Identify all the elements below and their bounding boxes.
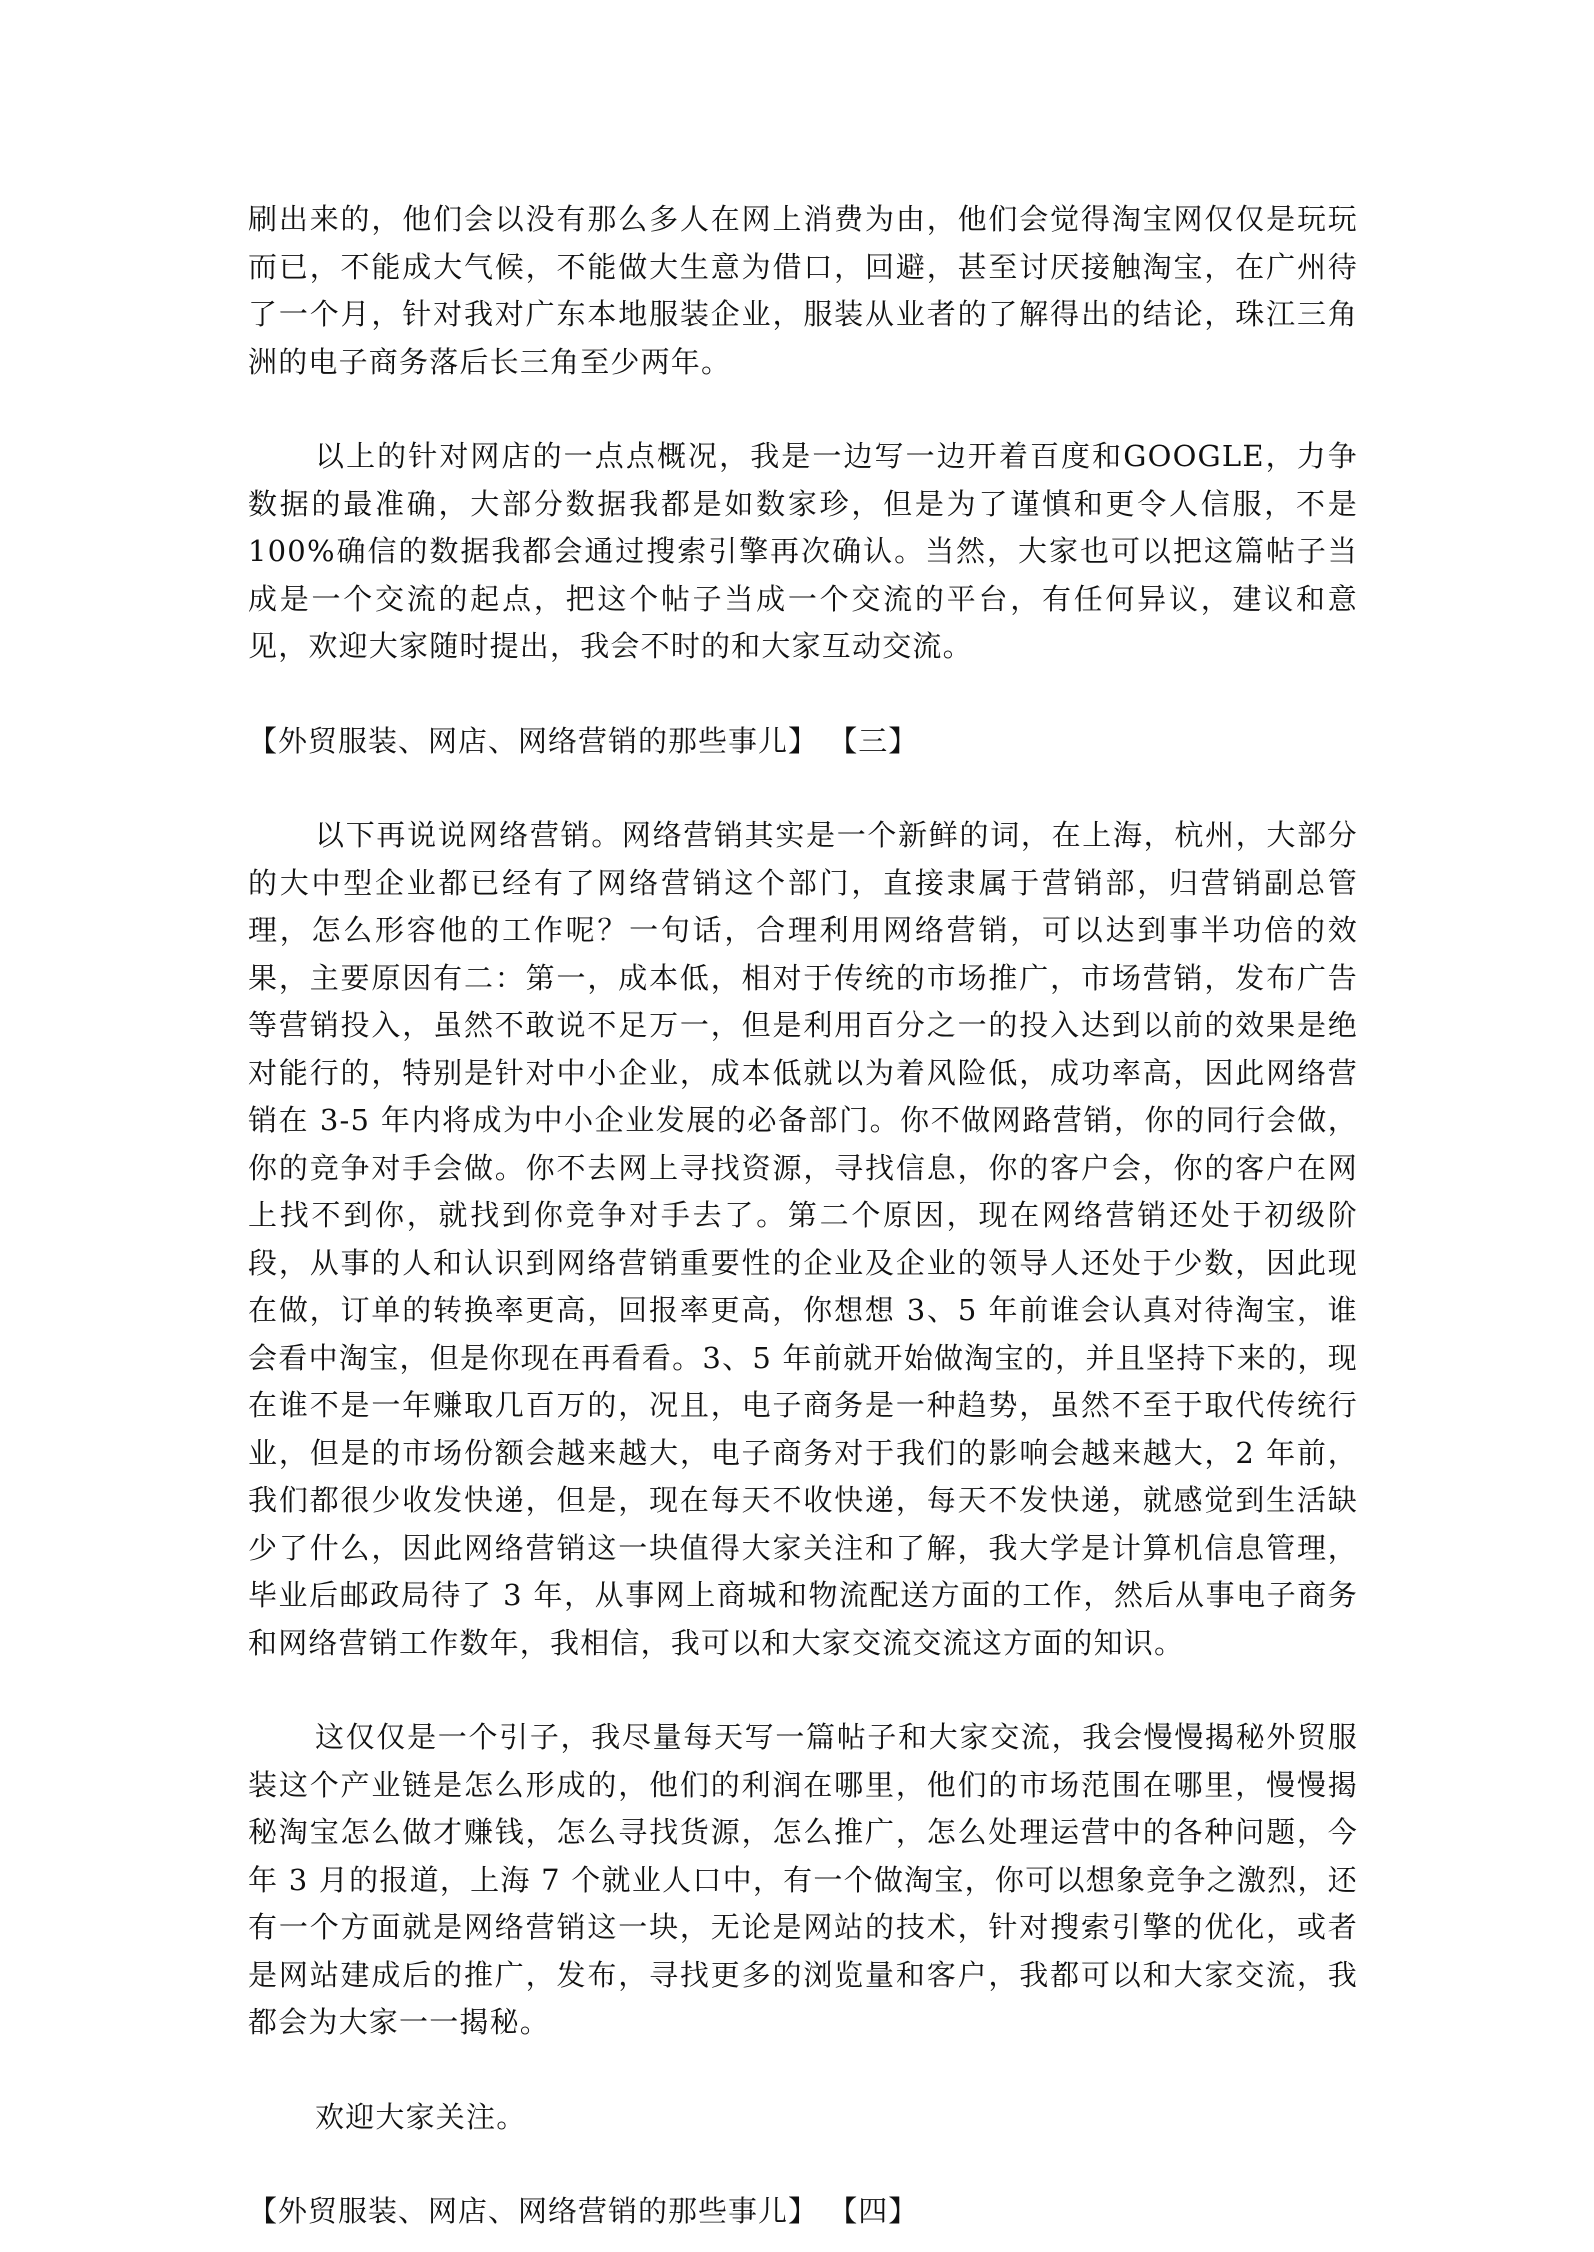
section-heading-three: 【外贸服装、网店、网络营销的那些事儿】 【三】 <box>248 723 919 758</box>
paragraph-introduction: 这仅仅是一个引子，我尽量每天写一篇帖子和大家交流，我会慢慢揭秘外贸服装这个产业链是怎么形成的，他们的利润在哪里，他们的市场范围在哪里，慢慢揭秘淘宝怎么做才赚钱，怎么寻找货源，怎么推广，怎么处理运营中的各种问题，今年 3 月的报道，上海 7 个就业人口中，有一个做淘宝，你可以想象竞争之激烈，还有一个方面就是网络营销这一块，无论是网站的技术，针对搜索引擎的优化，或者是网站建成后的推广，发布，寻找更多的浏览量和客户，我都可以和大家交流，我都会为大家一一揭秘。 <box>248 1720 1358 2039</box>
paragraph-network-marketing: 以下再说说网络营销。网络营销其实是一个新鲜的词，在上海，杭州，大部分的大中型企业都已经有了网络营销这个部门，直接隶属于营销部，归营销副总管理，怎么形容他的工作呢？一句话，合理利用网络营销，可以达到事半功倍的效果，主要原因有二：第一，成本低，相对于传统的市场推广，市场营销，发布广告等营销投入，虽然不敢说不足万一，但是利用百分之一的投入达到以前的效果是绝对能行的，特别是针对中小企业，成本低就以为着风险低，成功率高，因此网络营销在 3-5 年内将成为中小企业发展的必备部门。你不做网路营销，你的同行会做，你的竞争对手会做。你不去网上寻找资源，寻找信息，你的客户会，你的客户在网上找不到你，就找到你竞争对手去了。第二个原因，现在网络营销还处于初级阶段，从事的人和认识到网络营销重要性的企业及企业的领导人还处于少数，因此现在做，订单的转换率更高，回报率更高，你想想 3、5 年前谁会认真对待淘宝，谁会看中淘宝，但是你现在再看看。3、5 年前就开始做淘宝的，并且坚持下来的，现在谁不是一年赚取几百万的，况且，电子商务是一种趋势，虽然不至于取代传统行业，但是的市场份额会越来越大，电子商务对于我们的影响会越来越大，2 年前，我们都很少收发快递，但是，现在每天不收快递，每天不发快递，就感觉到生活缺少了什么，因此网络营销这一块值得大家关注和了解，我大学是计算机信息管理，毕业后邮政局待了 3 年，从事网上商城和物流配送方面的工作，然后从事电子商务和网络营销工作数年，我相信，我可以和大家交流交流这方面的知识。 <box>248 818 1358 1660</box>
paragraph-welcome: 欢迎大家关注。 <box>315 2099 527 2134</box>
paragraph-overview-note: 以上的针对网店的一点点概况，我是一边写一边开着百度和GOOGLE，力争数据的最准确，大部分数据我都是如数家珍，但是为了谨慎和更令人信服，不是100%确信的数据我都会通过搜索引擎再次确认。当然，大家也可以把这篇帖子当成是一个交流的起点，把这个帖子当成一个交流的平台，有任何异议，建议和意见，欢迎大家随时提出，我会不时的和大家互动交流。 <box>248 439 1358 663</box>
section-heading-four: 【外贸服装、网店、网络营销的那些事儿】 【四】 <box>248 2194 919 2228</box>
document-page <box>248 196 1358 2236</box>
paragraph-continuation: 刷出来的，他们会以没有那么多人在网上消费为由，他们会觉得淘宝网仅仅是玩玩而已，不能成大气候，不能做大生意为借口，回避，甚至讨厌接触淘宝，在广州待了一个月，针对我对广东本地服装企业，服装从业者的了解得出的结论，珠江三角洲的电子商务落后长三角至少两年。 <box>248 202 1358 379</box>
